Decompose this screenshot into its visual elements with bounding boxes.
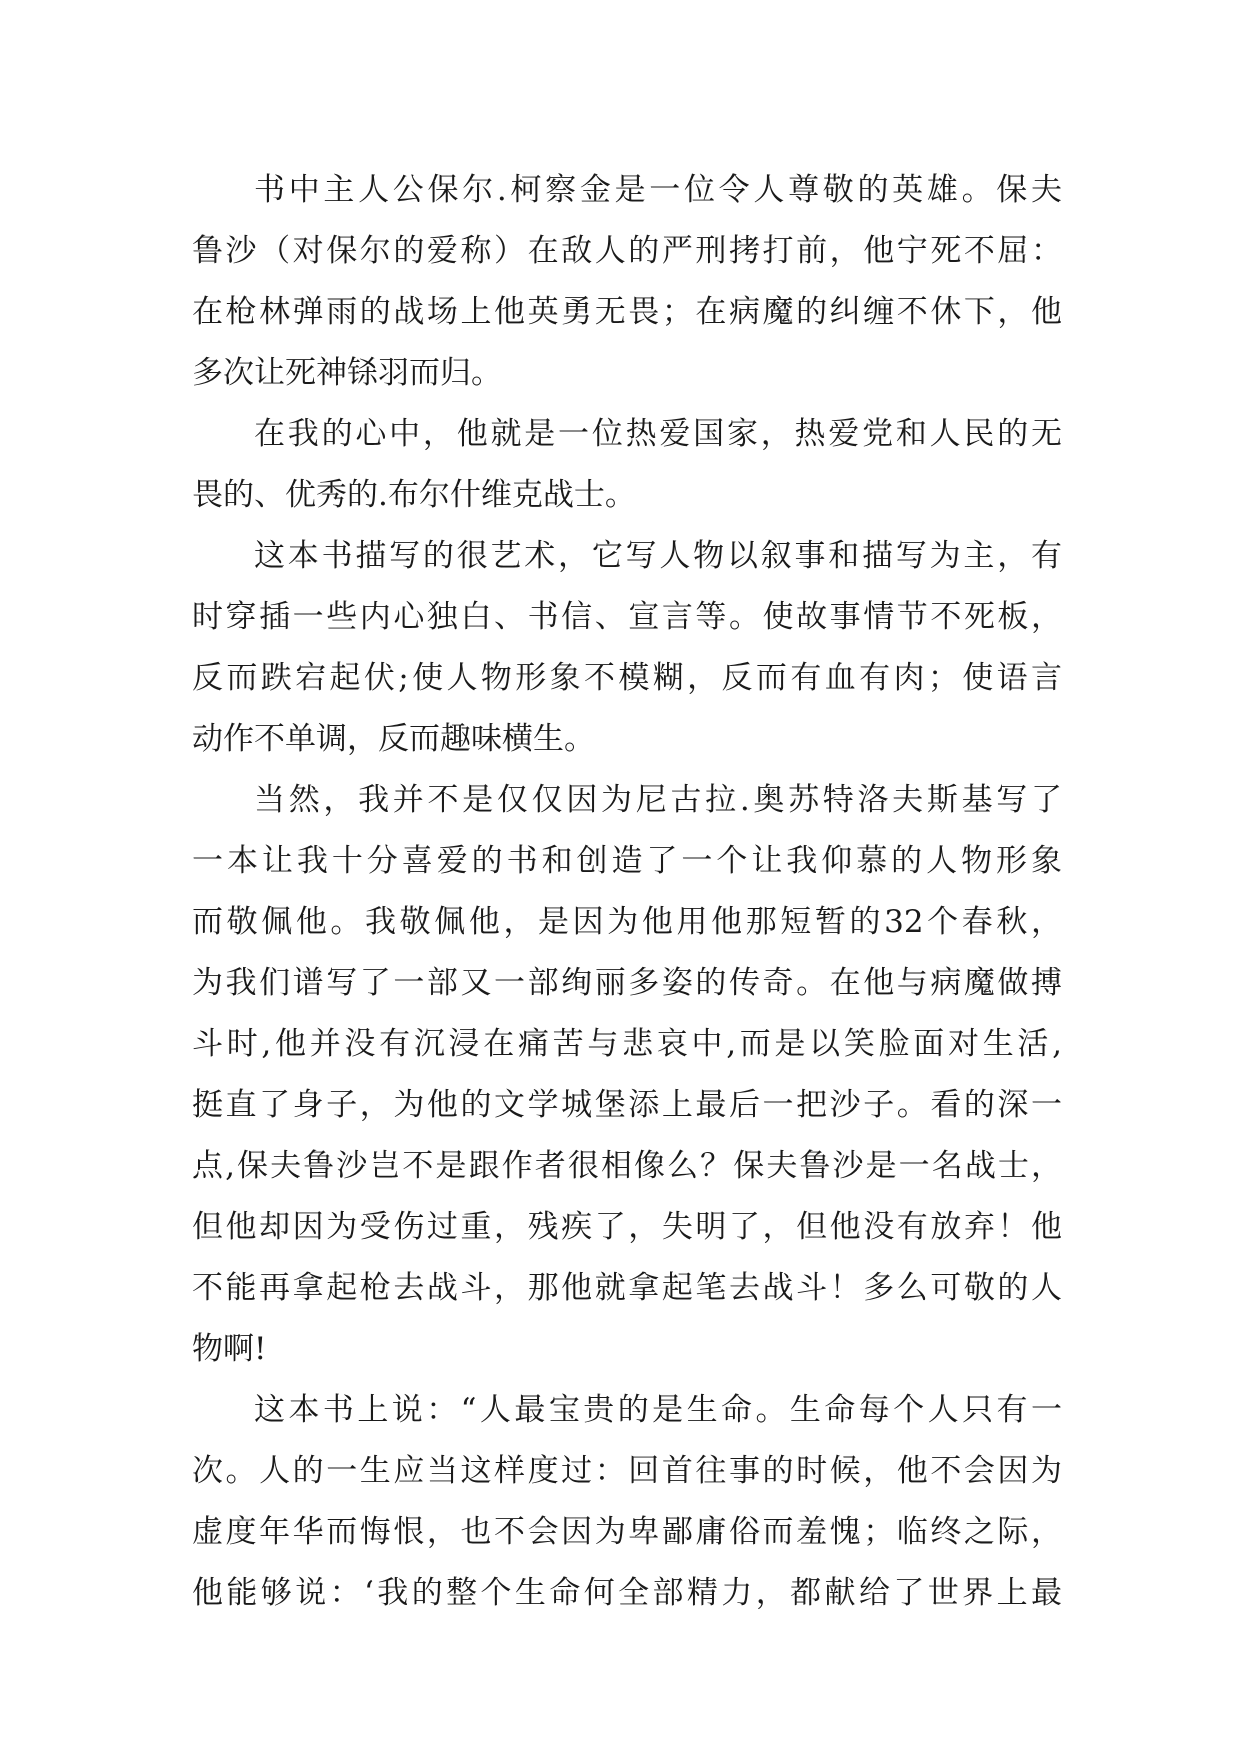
text-line: 鲁沙（对保尔的爱称）在敌人的严刑拷打前，他宁死不屈：: [192, 233, 1062, 269]
paragraph-4: [192, 770, 1062, 1380]
text-line: 不能再拿起枪去战斗，那他就拿起笔去战斗！多么可敬的人: [192, 1270, 1062, 1306]
text-line: 一本让我十分喜爱的书和创造了一个让我仰慕的人物形象: [192, 843, 1062, 879]
text-line: 这本书上说：“人最宝贵的是生命。生命每个人只有一: [254, 1392, 1062, 1428]
article-body: [192, 160, 1062, 1624]
text-line: 书中主人公保尔.柯察金是一位令人尊敬的英雄。保夫: [254, 172, 1062, 208]
text-line: 虚度年华而悔恨，也不会因为卑鄙庸俗而羞愧；临终之际，: [192, 1514, 1062, 1550]
text-line: 挺直了身子，为他的文学城堡添上最后一把沙子。看的深一: [192, 1087, 1062, 1123]
text-line: 时穿插一些内心独白、书信、宣言等。使故事情节不死板，: [192, 599, 1062, 635]
text-line: 但他却因为受伤过重，残疾了，失明了，但他没有放弃！他: [192, 1209, 1062, 1245]
text-line: 斗时,他并没有沉浸在痛苦与悲哀中,而是以笑脸面对生活,: [192, 1026, 1062, 1062]
text-line: 物啊!: [192, 1331, 267, 1367]
text-line: 反而跌宕起伏;使人物形象不模糊，反而有血有肉；使语言: [192, 660, 1062, 696]
paragraph-1: [192, 160, 1062, 404]
paragraph-5: [192, 1380, 1062, 1624]
text-line: 畏的、优秀的.布尔什维克战士。: [192, 477, 636, 513]
text-line: 动作不单调，反而趣味横生。: [192, 721, 595, 757]
text-line: 在枪林弹雨的战场上他英勇无畏；在病魔的纠缠不休下，他: [192, 294, 1062, 330]
text-line: 这本书描写的很艺术，它写人物以叙事和描写为主，有: [254, 538, 1062, 574]
text-line: 而敬佩他。我敬佩他，是因为他用他那短暂的32个春秋，: [192, 904, 1062, 940]
text-line: 次。人的一生应当这样度过：回首往事的时候，他不会因为: [192, 1453, 1062, 1489]
text-line: 为我们谱写了一部又一部绚丽多姿的传奇。在他与病魔做搏: [192, 965, 1062, 1001]
text-line: 点,保夫鲁沙岂不是跟作者很相像么？保夫鲁沙是一名战士，: [192, 1148, 1062, 1184]
text-line: 当然，我并不是仅仅因为尼古拉.奥苏特洛夫斯基写了: [254, 782, 1062, 818]
paragraph-3: [192, 526, 1062, 770]
text-line: 在我的心中，他就是一位热爱国家，热爱党和人民的无: [254, 416, 1062, 452]
paragraph-2: [192, 404, 1062, 526]
text-line: 多次让死神铩羽而归。: [192, 355, 502, 391]
text-line: 他能够说：‘我的整个生命何全部精力，都献给了世界上最: [192, 1575, 1062, 1611]
